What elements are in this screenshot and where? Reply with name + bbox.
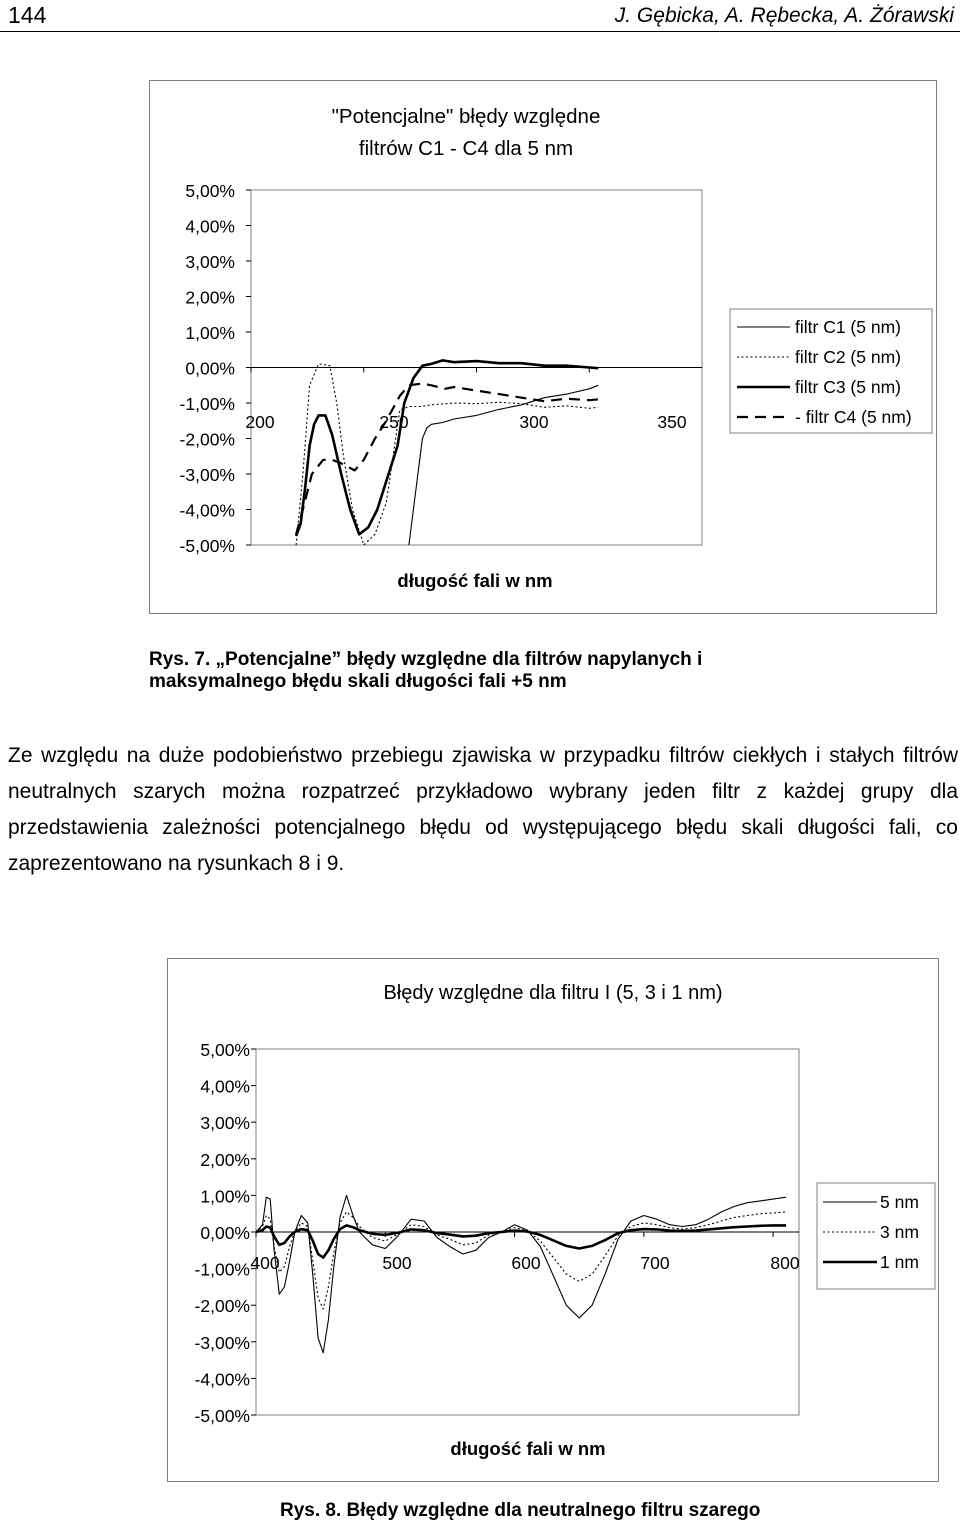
y-tick-label: 3,00%: [185, 252, 235, 272]
series-line-2: [296, 364, 598, 545]
y-tick-label: 5,00%: [185, 181, 235, 201]
y-tick-label: -5,00%: [194, 1406, 250, 1426]
legend-label: 1 nm: [880, 1252, 919, 1272]
y-tick-label: 1,00%: [185, 323, 235, 343]
figure-7-caption: Rys. 7. „Potencjalne” błędy względne dla filtrów napylanych i maksymalnego błędu skali długości fali +5 nm: [149, 649, 703, 692]
series-line-1: [409, 385, 598, 545]
figure-8-chart: [167, 958, 939, 1482]
x-tick-label: 700: [640, 1253, 670, 1273]
chart-title-line: filtrów C1 - C4 dla 5 nm: [358, 137, 574, 160]
y-tick-label: 4,00%: [200, 1076, 250, 1097]
legend-label: 3 nm: [880, 1222, 919, 1242]
y-tick-label: 5,00%: [200, 1040, 250, 1060]
y-tick-label: 3,00%: [200, 1113, 250, 1134]
y-tick-label: 1,00%: [200, 1186, 250, 1207]
chart-title-line: "Potencjalne" błędy względne: [331, 105, 601, 128]
y-tick-label: 2,00%: [200, 1149, 250, 1170]
series-line-1: [256, 1195, 786, 1352]
x-tick-label: 400: [250, 1253, 280, 1273]
running-head-authors: J. Gębicka, A. Rębecka, A. Żórawski: [614, 4, 954, 27]
x-tick-label: 500: [382, 1253, 412, 1273]
legend-label: 5 nm: [880, 1192, 919, 1212]
page-number: 144: [8, 2, 47, 28]
figure-7-svg: [150, 81, 936, 613]
y-tick-label: -3,00%: [194, 1332, 250, 1353]
y-tick-label: -4,00%: [179, 500, 235, 521]
y-tick-label: 0,00%: [185, 358, 235, 379]
series-group: [256, 1195, 786, 1352]
x-tick-label: 350: [657, 412, 687, 432]
y-tick-label: 4,00%: [185, 216, 235, 237]
y-tick-label: -1,00%: [194, 1259, 250, 1280]
y-tick-label: -3,00%: [179, 465, 235, 485]
body-paragraph: Ze względu na duże podobieństwo przebiegu zjawiska w przypadku filtrów ciekłych i stałych filtrów neutralnych szarych można rozpatrzeć przykładowo wybrany jeden filtr z każdej grupy dla przedstawienia zależności potencjalnego błędu od występującego błędu skali długości fali, co zaprezentowano na rysunkach 8 i 9.: [8, 744, 958, 875]
figure-8-svg: [168, 959, 938, 1481]
legend-label: filtr C3 (5 nm): [795, 377, 901, 397]
y-tick-label: -4,00%: [194, 1369, 250, 1390]
series-line-4: [296, 384, 598, 535]
x-tick-label: 200: [245, 412, 275, 432]
x-tick-label: 800: [770, 1253, 800, 1273]
y-tick-label: -2,00%: [179, 429, 235, 450]
y-tick-label: -5,00%: [179, 536, 235, 556]
x-tick-label: 300: [519, 412, 549, 432]
x-tick-label: 600: [511, 1253, 541, 1273]
y-tick-label: 2,00%: [185, 287, 235, 308]
legend-label: filtr C2 (5 nm): [795, 347, 901, 367]
series-line-3: [296, 360, 598, 536]
y-tick-label: -2,00%: [194, 1296, 250, 1317]
y-tick-label: 0,00%: [200, 1223, 250, 1243]
x-axis-label: długość fali w nm: [450, 1438, 606, 1459]
header-divider: [0, 31, 960, 32]
series-group: [296, 360, 598, 545]
x-axis-label: długość fali w nm: [397, 570, 553, 591]
y-tick-label: -1,00%: [179, 394, 235, 414]
figure-8-caption: Rys. 8. Błędy względne dla neutralnego filtru szarego: [280, 1500, 761, 1521]
legend-label: filtr C1 (5 nm): [795, 317, 901, 337]
x-tick-label: 250: [379, 412, 409, 432]
chart-title-line: Błędy względne dla filtru I (5, 3 i 1 nm): [383, 982, 723, 1004]
legend-label: - filtr C4 (5 nm): [795, 407, 912, 427]
figure-7-chart: [149, 80, 937, 614]
